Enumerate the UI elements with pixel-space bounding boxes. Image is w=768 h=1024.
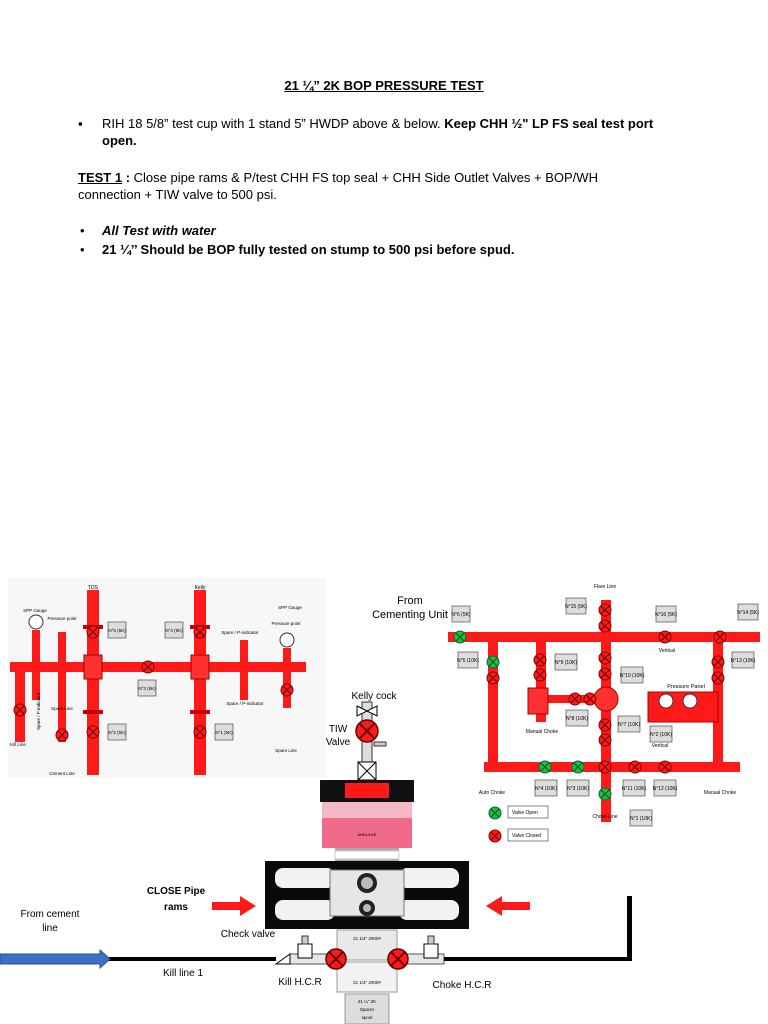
left-valve-n3-tag: N°3 (5K) (138, 686, 156, 691)
choke-line-label: Choke Line (592, 814, 618, 820)
spare-line-left-label: Spare Line (51, 706, 73, 711)
vertical-top-label: Vertical (658, 648, 676, 654)
kill-hcr-label: Kill H.C.R (278, 977, 322, 988)
spool-2-label: 21 1/4" 2000# (353, 980, 381, 985)
tiw-label: TIW (328, 724, 348, 735)
choke-hcr-label: Choke H.C.R (432, 980, 492, 991)
right-valve-n14-tag: N°14 (5K) (736, 610, 760, 616)
right-valve-n10-tag: N°10 (10K) (619, 673, 645, 679)
spp-gauge-left-label: SPP Gauge (23, 608, 47, 613)
right-valve-n13-tag: N°13 (10K) (730, 658, 756, 664)
kill-line-label: Kill Line (10, 742, 26, 747)
test-1-paragraph: TEST 1 : Close pipe rams & P/test CHH FS top seal + CHH Side Outlet Valves + BOP/WH connection + TIW valve to 500 psi. (78, 170, 598, 202)
manual-choke-left-label: Manual Choke (525, 729, 559, 735)
note-2: 21 ¼’’ Should be BOP fully tested on stump to 500 psi before spud. (102, 242, 515, 257)
close-rams-label: rams (164, 902, 188, 913)
pressure-point-right-label: Pressure point (271, 621, 301, 626)
vertical-mid-label: Vertical (651, 743, 669, 749)
right-valve-n5-tag: N°5 (10K) (456, 658, 480, 664)
right-valve-n7-tag: N°7 (10K) (617, 722, 641, 728)
right-valve-n15-tag: N°15 (5K) (564, 604, 588, 610)
choke-manifold (372, 584, 760, 842)
note-1: All Test with water (102, 223, 216, 238)
standpipe-manifold (8, 578, 326, 778)
pressure-panel-label: Pressure Panel (667, 684, 705, 690)
bop-pressure-test-diagram (0, 570, 768, 1024)
cement-line-label: Cement Line (49, 771, 75, 776)
manual-choke-right-label: Manual Choke (703, 790, 737, 796)
bullet-1: RIH 18 5/8” test cup with 1 stand 5” HWDP above & below. Keep CHH ½" LP FS seal test port open. (102, 116, 654, 148)
left-valve-n5-tag: N°5 (5K) (108, 628, 126, 633)
spacer-label-1: 21 ¼" 2K (357, 999, 377, 1004)
auto-choke-label: Auto Choke (478, 790, 506, 796)
kelly-cock-label: Kelly cock (351, 691, 397, 702)
bullet-1-marker: ▪ (78, 116, 83, 131)
from-cementing-label-2: Cementing Unit (372, 609, 448, 621)
right-valve-n12-tag: N°12 (10K) (652, 786, 678, 792)
legend-valve-closed: Valve Closed (512, 833, 542, 839)
flare-line-label: Flare Line (593, 584, 617, 590)
spp-gauge-right-label: SPP Gauge (278, 605, 302, 610)
right-valve-n8-tag: N°8 (10K) (565, 716, 589, 722)
spacer-label-3: spool (361, 1015, 373, 1020)
kill-line-1-label: Kill line 1 (162, 968, 204, 979)
spare-pind-vert-label: Spare / P-indicator (36, 692, 41, 730)
spacer-label-2: Spacer (359, 1007, 375, 1012)
right-valve-n2-tag: N°2 (10K) (649, 732, 673, 738)
left-valve-n2-tag: N°2 (5K) (108, 730, 126, 735)
spool-1-label: 21 1/4" 2000# (353, 936, 381, 941)
from-cement-label: From cement (20, 909, 80, 920)
close-pipe-label: CLOSE Pipe (146, 886, 206, 897)
left-valve-n1-tag: N°1 (5K) (215, 730, 233, 735)
legend-valve-open: Valve Open (512, 810, 538, 816)
spare-pind-2-label: Spare / P-indicator (226, 701, 264, 706)
spare-pind-1-label: Spare / P-indicator (221, 630, 259, 635)
left-valve-n4-tag: N°4 (5K) (165, 628, 183, 633)
right-valve-n6-tag: N°6 (5K) (451, 612, 471, 618)
right-valve-n9-tag: N°9 (10K) (554, 660, 578, 666)
page-title: 21 ¼” 2K BOP PRESSURE TEST (284, 78, 484, 93)
tiw-valve-label: Valve (325, 737, 351, 748)
annular-label: ANNULAR (357, 832, 377, 837)
right-valve-n11-tag: N°11 (10K) (621, 786, 647, 792)
right-valve-n4-tag: N°4 (10K) (534, 786, 558, 792)
right-valve-n3-tag: N°3 (10K) (566, 786, 590, 792)
right-valve-n16-tag: N°16 (5K) (654, 612, 678, 618)
kelly-label: Kelly (194, 585, 206, 591)
from-cementing-label: From (397, 595, 423, 607)
spare-line-right-label: Spare Line (275, 748, 297, 753)
tds-label: TDS (88, 585, 98, 591)
pressure-point-left-label: Pressure point (47, 616, 77, 621)
from-cement-line-label: line (42, 923, 58, 934)
check-valve-label: Check valve (220, 929, 276, 940)
note-2-marker: • (80, 242, 85, 257)
right-valve-n1-tag: N°1 (10K) (629, 816, 653, 822)
note-1-marker: • (80, 223, 85, 238)
